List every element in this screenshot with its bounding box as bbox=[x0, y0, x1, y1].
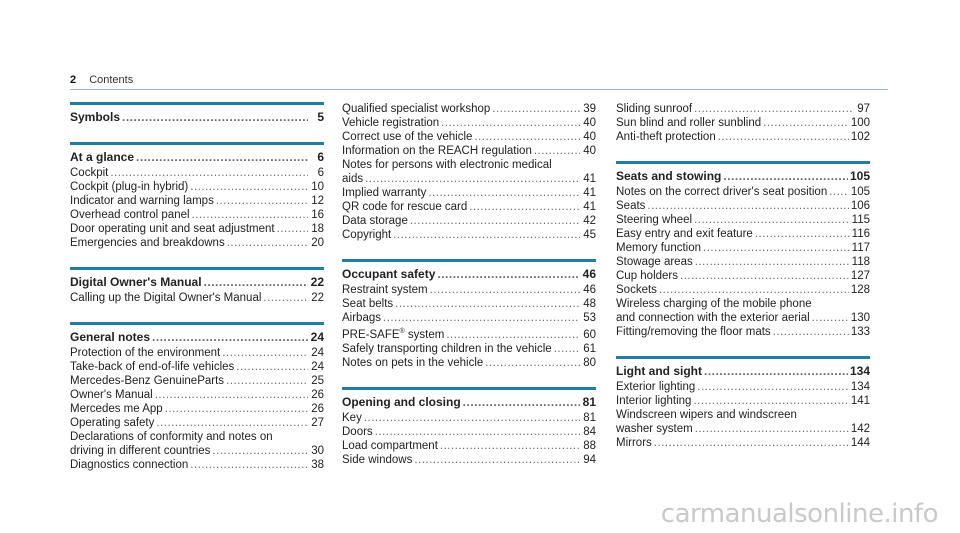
page-ref: 80 bbox=[583, 356, 596, 369]
toc-entry[interactable] bbox=[616, 380, 870, 394]
page-ref: 40 bbox=[583, 145, 596, 157]
entry-label: Anti-theft protection bbox=[616, 131, 716, 143]
toc-continued-entries bbox=[616, 102, 870, 144]
toc-entry[interactable] bbox=[70, 374, 324, 388]
leader-dots bbox=[485, 356, 580, 370]
toc-entry[interactable] bbox=[616, 394, 870, 408]
entry-label: Sun blind and roller sunblind bbox=[616, 117, 762, 129]
entry-label: Easy entry and exit feature bbox=[616, 228, 753, 240]
section-rule bbox=[342, 387, 596, 390]
entry-label: aids bbox=[342, 173, 364, 185]
toc-section bbox=[70, 267, 324, 305]
page-ref: 100 bbox=[850, 117, 870, 129]
toc-section-heading[interactable] bbox=[70, 149, 324, 165]
leader-dots bbox=[755, 227, 850, 241]
leader-dots bbox=[440, 439, 580, 453]
entry-label: driving in different countries bbox=[70, 445, 211, 457]
page-ref: 133 bbox=[850, 326, 870, 338]
entry-label: Doors bbox=[342, 425, 373, 438]
leader-dots bbox=[703, 241, 850, 255]
leader-dots bbox=[647, 199, 848, 213]
toc-entry[interactable] bbox=[342, 283, 596, 297]
leader-dots bbox=[812, 311, 849, 325]
page-ref: 142 bbox=[850, 423, 870, 435]
page-ref: 118 bbox=[851, 256, 870, 268]
toc-section-heading[interactable] bbox=[616, 168, 870, 184]
toc-column-3 bbox=[616, 102, 870, 467]
toc-section-heading[interactable] bbox=[70, 329, 324, 345]
entry-label: Interior lighting bbox=[616, 395, 692, 407]
leader-dots bbox=[474, 130, 580, 144]
leader-dots bbox=[190, 458, 308, 472]
entry-label: Copyright bbox=[342, 229, 392, 241]
toc-entry[interactable] bbox=[342, 297, 596, 311]
toc-column-1 bbox=[70, 102, 324, 489]
entry-label: Data storage bbox=[342, 215, 408, 227]
section-title: General notes bbox=[70, 330, 151, 344]
leader-dots bbox=[204, 274, 308, 290]
leader-dots bbox=[430, 283, 580, 297]
entry-label: Take-back of end-of-life vehicles bbox=[70, 361, 235, 373]
page-ref: 102 bbox=[850, 131, 870, 143]
entry-label: and connection with the exterior aerial bbox=[616, 312, 810, 324]
leader-dots bbox=[136, 149, 308, 165]
leader-dots bbox=[694, 102, 854, 116]
toc-entry[interactable] bbox=[70, 236, 324, 250]
toc-entry[interactable] bbox=[70, 416, 324, 430]
leader-dots bbox=[554, 342, 580, 356]
page-ref: 42 bbox=[583, 215, 596, 227]
page-title: Contents bbox=[89, 74, 134, 86]
toc-entry[interactable] bbox=[616, 241, 870, 255]
toc-entry-label[interactable]: Declarations of conformity and notes on bbox=[70, 431, 273, 443]
entry-label: Qualified specialist workshop bbox=[342, 103, 491, 115]
page-ref: 81 bbox=[582, 394, 596, 409]
toc-entry[interactable] bbox=[616, 255, 870, 269]
toc-entry[interactable] bbox=[616, 102, 870, 116]
entry-label: Cup holders bbox=[616, 270, 679, 282]
page-ref: 26 bbox=[311, 389, 324, 401]
page-ref: 40 bbox=[583, 117, 596, 129]
toc-entry[interactable] bbox=[70, 458, 324, 472]
leader-dots bbox=[659, 283, 849, 297]
leader-dots bbox=[375, 425, 580, 439]
leader-dots bbox=[226, 374, 308, 388]
toc-entry[interactable] bbox=[616, 227, 870, 241]
page-ref: 5 bbox=[317, 110, 324, 124]
leader-dots bbox=[697, 380, 849, 394]
page-ref: 60 bbox=[583, 328, 596, 341]
page-header bbox=[70, 74, 133, 86]
page-ref: 127 bbox=[850, 270, 870, 282]
page-ref: 115 bbox=[851, 214, 870, 226]
toc-section bbox=[616, 356, 870, 450]
toc-entry[interactable] bbox=[342, 144, 596, 158]
leader-dots bbox=[829, 185, 849, 199]
leader-dots bbox=[441, 116, 580, 130]
entry-label: Key bbox=[342, 411, 362, 424]
entry-label: Airbags bbox=[342, 312, 381, 324]
section-rule bbox=[70, 322, 324, 325]
leader-dots bbox=[263, 291, 308, 305]
header-divider bbox=[70, 89, 888, 90]
toc-section bbox=[342, 259, 596, 370]
page-ref: 130 bbox=[850, 312, 870, 324]
entry-label: Overhead control panel bbox=[70, 209, 190, 221]
section-title: Digital Owner's Manual bbox=[70, 275, 202, 289]
page-ref: 84 bbox=[583, 425, 596, 438]
entry-label: PRE-SAFE® system bbox=[342, 328, 445, 341]
page-ref: 134 bbox=[850, 381, 870, 393]
toc-entry[interactable] bbox=[70, 444, 324, 458]
page-ref: 105 bbox=[849, 169, 870, 183]
page-ref: 48 bbox=[583, 298, 596, 310]
leader-dots bbox=[383, 311, 580, 325]
page-ref: 27 bbox=[311, 417, 324, 429]
leader-dots bbox=[654, 436, 849, 450]
toc-entry[interactable] bbox=[342, 325, 596, 342]
toc-entry[interactable] bbox=[70, 166, 324, 180]
entry-label: Indicator and warning lamps bbox=[70, 195, 214, 207]
entry-label: Memory function bbox=[616, 242, 702, 254]
entry-label: Notes on pets in the vehicle bbox=[342, 356, 484, 369]
page-ref: 41 bbox=[583, 173, 596, 185]
leader-dots bbox=[393, 228, 580, 242]
leader-dots bbox=[364, 411, 580, 425]
toc-entry[interactable] bbox=[70, 402, 324, 416]
toc-section-heading[interactable] bbox=[70, 274, 324, 290]
page-ref: 20 bbox=[311, 237, 324, 249]
toc-entry[interactable] bbox=[342, 172, 596, 186]
entry-label: Protection of the environment bbox=[70, 347, 221, 359]
entry-label: Load compartment bbox=[342, 439, 438, 452]
toc-entry[interactable] bbox=[342, 356, 596, 370]
entry-label: Seats bbox=[616, 200, 646, 212]
entry-label: Operating safety bbox=[70, 417, 155, 429]
toc-section bbox=[342, 387, 596, 467]
toc-column-2 bbox=[342, 102, 596, 484]
entry-label: Door operating unit and seat adjustment bbox=[70, 223, 275, 235]
toc-entry[interactable] bbox=[342, 130, 596, 144]
page-ref: 97 bbox=[857, 103, 870, 115]
toc-entry[interactable] bbox=[616, 213, 870, 227]
page-ref: 41 bbox=[583, 201, 596, 213]
toc-section bbox=[616, 161, 870, 339]
toc-entry[interactable] bbox=[70, 222, 324, 236]
page-ref: 61 bbox=[583, 342, 596, 355]
leader-dots bbox=[437, 266, 580, 282]
leader-dots bbox=[428, 186, 580, 200]
page-ref: 116 bbox=[851, 228, 870, 240]
leader-dots bbox=[152, 329, 308, 345]
leader-dots bbox=[680, 269, 849, 283]
leader-dots bbox=[365, 172, 580, 186]
leader-dots bbox=[156, 416, 308, 430]
page-number: 2 bbox=[70, 74, 77, 86]
page-ref: 24 bbox=[311, 361, 324, 373]
toc-entry[interactable] bbox=[616, 116, 870, 130]
entry-label: Owner's Manual bbox=[70, 389, 153, 401]
toc-section-heading[interactable] bbox=[616, 363, 870, 379]
toc-entry[interactable] bbox=[342, 342, 596, 356]
entry-label: Diagnostics connection bbox=[70, 459, 189, 471]
toc-entry[interactable] bbox=[616, 436, 870, 450]
page-ref: 25 bbox=[311, 375, 324, 387]
entry-label: Sockets bbox=[616, 284, 657, 296]
page-ref: 53 bbox=[583, 312, 596, 324]
leader-dots bbox=[277, 222, 308, 236]
entry-label: Sliding sunroof bbox=[616, 103, 693, 115]
section-title: At a glance bbox=[70, 150, 135, 164]
toc-entry[interactable] bbox=[342, 453, 596, 467]
toc-entry[interactable] bbox=[616, 269, 870, 283]
page-ref: 26 bbox=[311, 403, 324, 415]
page-ref: 141 bbox=[850, 395, 870, 407]
leader-dots bbox=[122, 109, 308, 125]
toc-section bbox=[70, 102, 324, 125]
leader-dots bbox=[693, 394, 848, 408]
leader-dots bbox=[190, 180, 308, 194]
section-rule bbox=[342, 259, 596, 262]
page-ref: 46 bbox=[583, 284, 596, 296]
entry-label: washer system bbox=[616, 423, 693, 435]
page-ref: 45 bbox=[583, 229, 596, 241]
entry-label: Side windows bbox=[342, 453, 413, 466]
section-rule bbox=[70, 142, 324, 145]
entry-label: Steering wheel bbox=[616, 214, 693, 226]
leader-dots bbox=[469, 200, 580, 214]
entry-label: Exterior lighting bbox=[616, 381, 696, 393]
leader-dots bbox=[534, 144, 580, 158]
toc-entry-label[interactable]: Notes for persons with electronic medical bbox=[342, 159, 552, 171]
leader-dots bbox=[694, 213, 850, 227]
leader-dots bbox=[212, 444, 308, 458]
entry-label: Implied warranty bbox=[342, 187, 427, 199]
toc-entry[interactable] bbox=[342, 102, 596, 116]
entry-label: Safely transporting children in the vehicle bbox=[342, 342, 552, 355]
page-ref: 22 bbox=[310, 275, 324, 289]
entry-label: QR code for rescue card bbox=[342, 201, 468, 213]
leader-dots bbox=[410, 214, 580, 228]
toc-entry[interactable] bbox=[342, 200, 596, 214]
entry-label: Notes on the correct driver's seat position bbox=[616, 186, 828, 198]
entry-label: Stowage areas bbox=[616, 256, 693, 268]
page-ref: 117 bbox=[851, 242, 870, 254]
page-ref: 46 bbox=[582, 267, 596, 281]
page-ref: 40 bbox=[583, 131, 596, 143]
leader-dots bbox=[718, 130, 849, 144]
section-rule bbox=[616, 356, 870, 359]
entry-label: Mercedes-Benz GenuineParts bbox=[70, 375, 225, 387]
entry-label: Calling up the Digital Owner's Manual bbox=[70, 292, 262, 304]
page-ref: 24 bbox=[310, 330, 324, 344]
entry-label: Seat belts bbox=[342, 298, 394, 310]
entry-label: Cockpit bbox=[70, 167, 109, 179]
page-ref: 144 bbox=[850, 437, 870, 449]
page-ref: 38 bbox=[311, 459, 324, 471]
toc-section bbox=[70, 322, 324, 472]
entry-label: Restraint system bbox=[342, 284, 428, 296]
toc-section-heading[interactable] bbox=[70, 109, 324, 125]
entry-label: Information on the REACH regulation bbox=[342, 145, 532, 157]
leader-dots bbox=[723, 168, 848, 184]
page-ref: 12 bbox=[311, 195, 324, 207]
leader-dots bbox=[446, 328, 580, 342]
toc-continued-entries bbox=[342, 102, 596, 242]
toc-entry[interactable] bbox=[70, 346, 324, 360]
leader-dots bbox=[192, 208, 308, 222]
leader-dots bbox=[773, 325, 849, 339]
page-ref: 105 bbox=[850, 186, 870, 198]
toc-entry[interactable] bbox=[616, 325, 870, 339]
page-ref: 134 bbox=[849, 364, 870, 378]
page-ref: 106 bbox=[850, 200, 870, 212]
section-title: Opening and closing bbox=[342, 394, 461, 409]
page-ref: 18 bbox=[311, 223, 324, 235]
leader-dots bbox=[695, 255, 850, 269]
toc-entry[interactable] bbox=[70, 291, 324, 305]
section-rule bbox=[616, 161, 870, 164]
watermark: carmanualsonline.info bbox=[660, 499, 938, 529]
toc-entry[interactable] bbox=[342, 116, 596, 130]
leader-dots bbox=[763, 116, 849, 130]
section-title: Symbols bbox=[70, 110, 121, 124]
toc-entry[interactable] bbox=[342, 311, 596, 325]
entry-label: Mirrors bbox=[616, 437, 652, 449]
toc-section-heading[interactable] bbox=[342, 266, 596, 282]
leader-dots bbox=[110, 166, 308, 180]
toc-section-heading[interactable] bbox=[342, 394, 596, 410]
entry-label: Vehicle registration bbox=[342, 117, 440, 129]
page-ref: 41 bbox=[583, 187, 596, 199]
page-ref: 6 bbox=[317, 167, 324, 179]
section-title: Light and sight bbox=[616, 364, 702, 378]
entry-label: Fitting/removing the floor mats bbox=[616, 326, 771, 338]
entry-label: Emergencies and breakdowns bbox=[70, 237, 225, 249]
toc-entry[interactable] bbox=[342, 186, 596, 200]
toc-entry[interactable] bbox=[616, 311, 870, 325]
leader-dots bbox=[165, 402, 308, 416]
page-ref: 22 bbox=[311, 292, 324, 304]
page-ref: 6 bbox=[317, 150, 324, 164]
page-ref: 81 bbox=[583, 411, 596, 424]
leader-dots bbox=[695, 422, 849, 436]
toc-entry[interactable] bbox=[616, 185, 870, 199]
toc-entry[interactable] bbox=[616, 130, 870, 144]
section-title: Seats and stowing bbox=[616, 169, 722, 183]
toc-entry[interactable] bbox=[342, 411, 596, 425]
page-ref: 94 bbox=[583, 453, 596, 466]
toc-entry-label[interactable]: Wireless charging of the mobile phone bbox=[616, 298, 812, 310]
leader-dots bbox=[236, 360, 308, 374]
leader-dots bbox=[704, 363, 848, 379]
toc-entry[interactable] bbox=[70, 360, 324, 374]
page-ref: 88 bbox=[583, 439, 596, 452]
leader-dots bbox=[155, 388, 308, 402]
entry-label: Correct use of the vehicle bbox=[342, 131, 473, 143]
entry-label: Cockpit (plug-in hybrid) bbox=[70, 181, 189, 193]
toc-entry[interactable] bbox=[342, 214, 596, 228]
toc-entry[interactable] bbox=[616, 199, 870, 213]
toc-entry[interactable] bbox=[70, 208, 324, 222]
page-ref: 39 bbox=[583, 103, 596, 115]
entry-label: Mercedes me App bbox=[70, 403, 163, 415]
leader-dots bbox=[222, 346, 308, 360]
page-ref: 30 bbox=[311, 445, 324, 457]
toc-entry[interactable] bbox=[342, 425, 596, 439]
leader-dots bbox=[463, 394, 580, 410]
leader-dots bbox=[227, 236, 308, 250]
toc-entry[interactable] bbox=[70, 180, 324, 194]
leader-dots bbox=[216, 194, 308, 208]
toc-entry[interactable] bbox=[342, 439, 596, 453]
section-title: Occupant safety bbox=[342, 267, 436, 281]
toc-entry[interactable] bbox=[70, 388, 324, 402]
toc-entry-label[interactable]: Windscreen wipers and windscreen bbox=[616, 409, 797, 421]
page-ref: 24 bbox=[311, 347, 324, 359]
toc-entry[interactable] bbox=[342, 228, 596, 242]
leader-dots bbox=[414, 453, 580, 467]
leader-dots bbox=[492, 102, 580, 116]
toc-entry[interactable] bbox=[70, 194, 324, 208]
toc-section bbox=[70, 142, 324, 250]
leader-dots bbox=[395, 297, 580, 311]
toc-entry[interactable] bbox=[616, 422, 870, 436]
page-ref: 16 bbox=[311, 209, 324, 221]
toc-entry[interactable] bbox=[616, 283, 870, 297]
section-rule bbox=[70, 267, 324, 270]
page-ref: 128 bbox=[850, 284, 870, 296]
page-ref: 10 bbox=[311, 181, 324, 193]
section-rule bbox=[70, 102, 324, 105]
